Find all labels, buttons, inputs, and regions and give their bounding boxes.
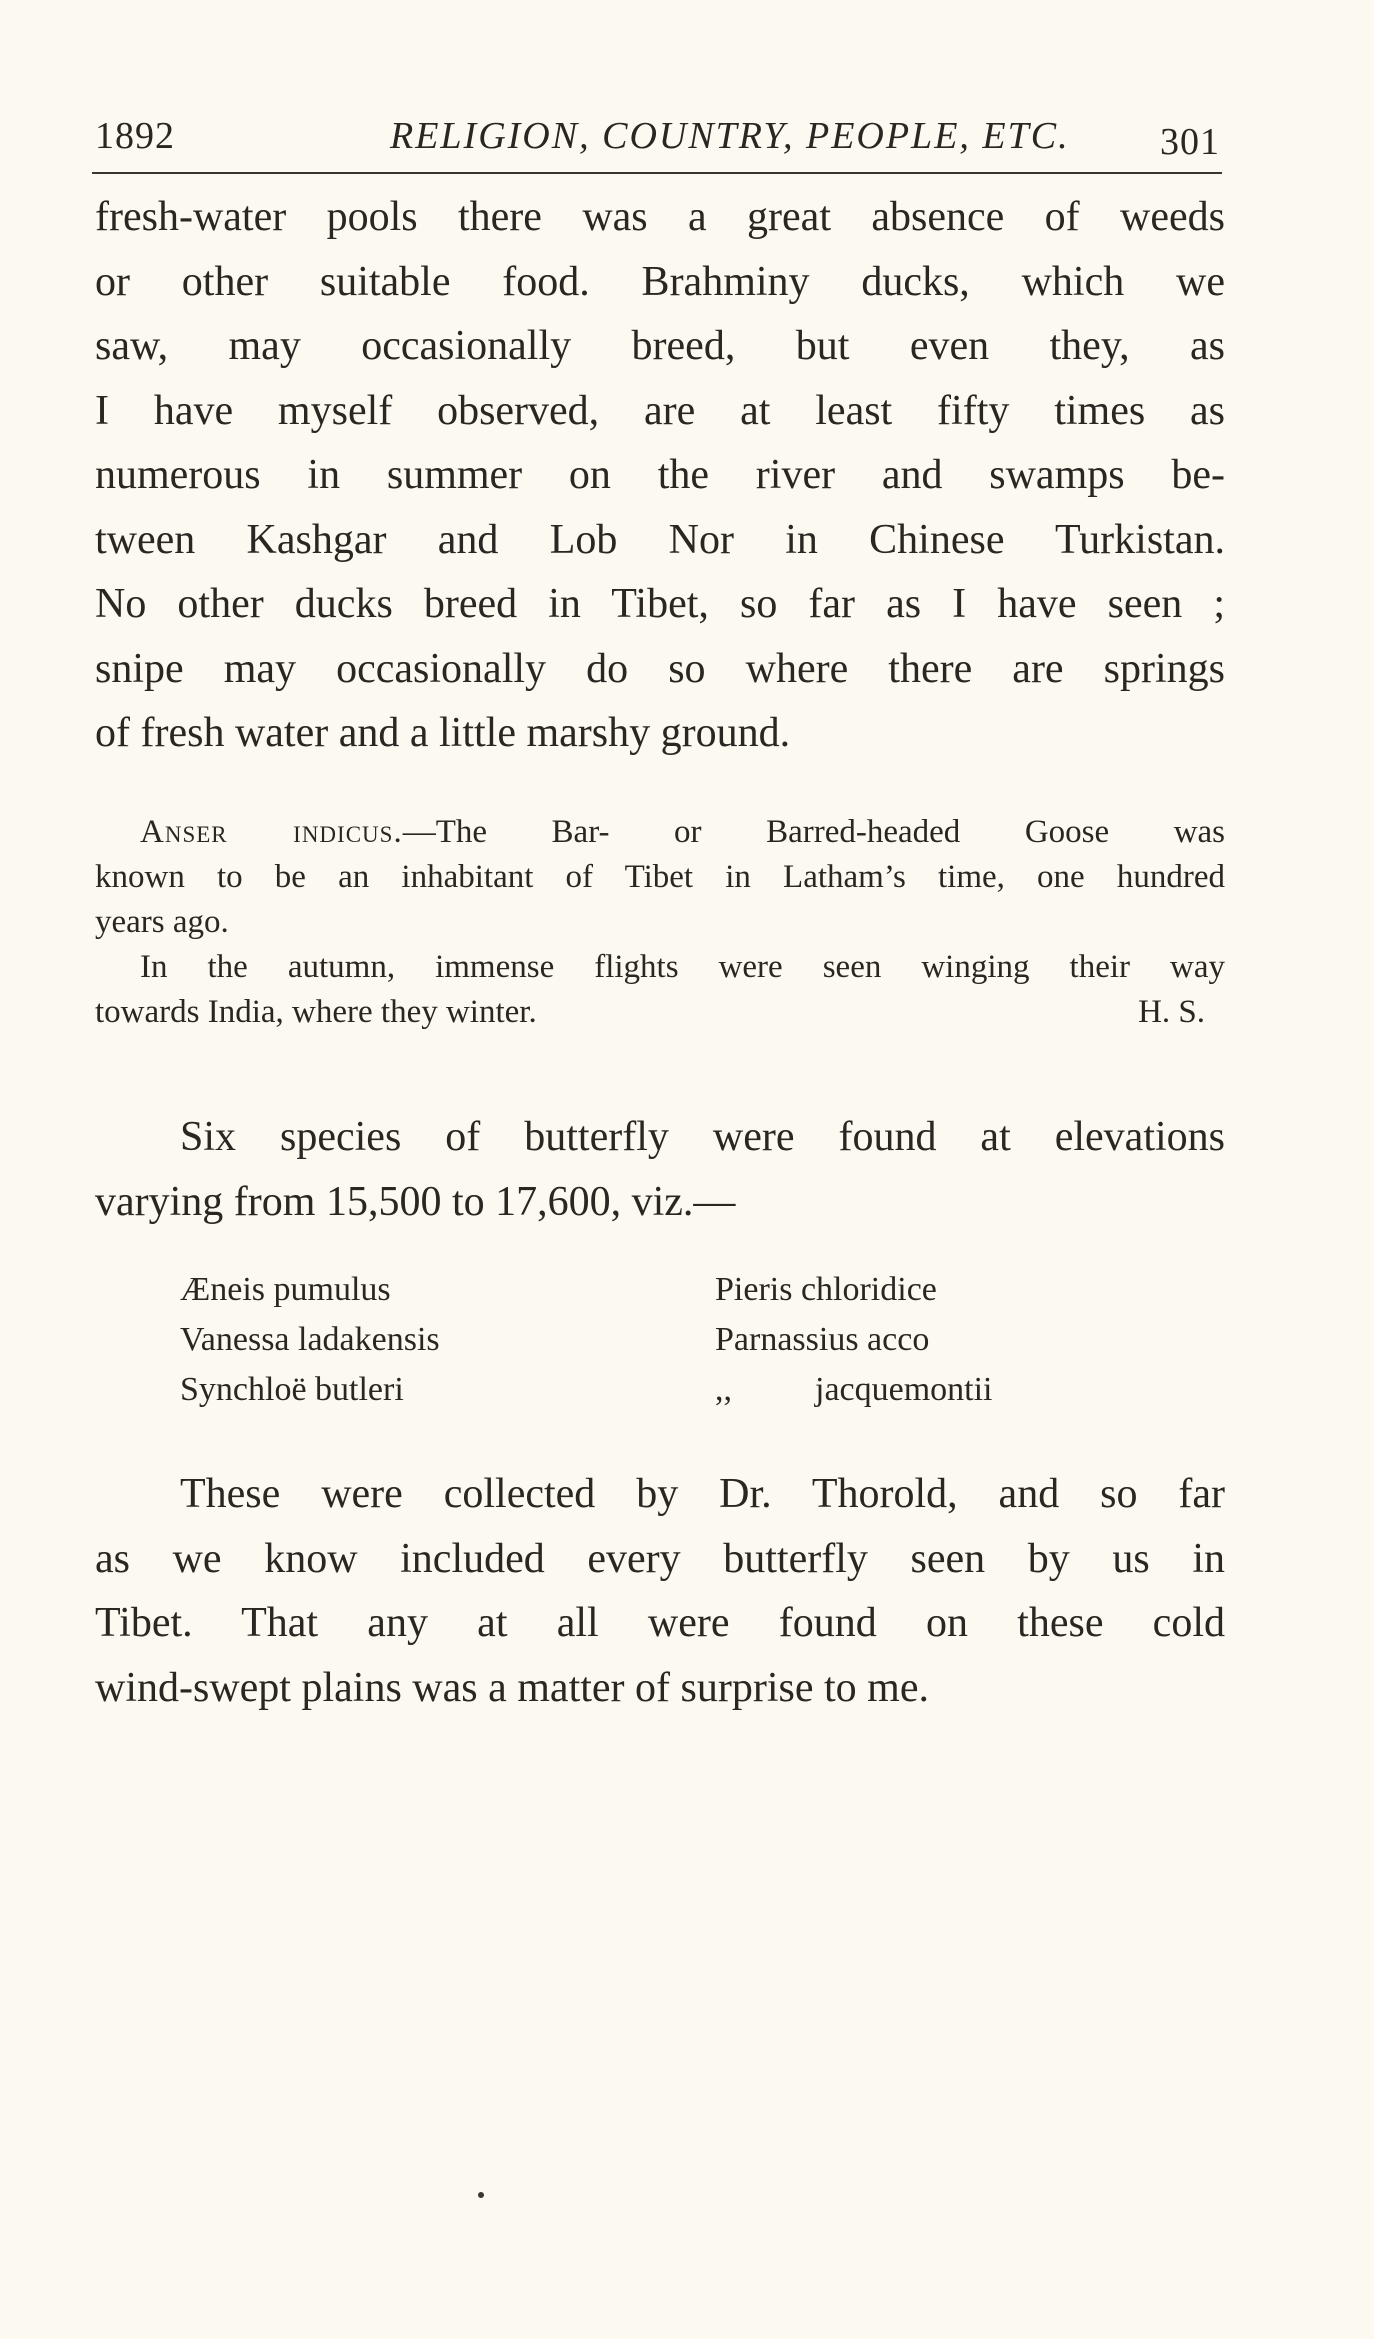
page-number: 301 [1160, 121, 1220, 163]
text-line: of fresh water and a little marshy ground. [95, 710, 791, 756]
text-line: as we know included every butterfly seen by us in [95, 1535, 1225, 1582]
paragraph-collection [95, 1462, 1225, 1720]
species-name: Vanessa ladakensis [180, 1321, 440, 1358]
text-line: or other suitable food. Brahminy ducks, which we [95, 258, 1225, 305]
text-line: Tibet. That any at all were found on these cold [95, 1600, 1225, 1646]
paragraph-ducks [95, 185, 1225, 766]
note-line-rest: —The Bar- or Barred-headed Goose was [402, 814, 1226, 850]
text-line: These were collected by Dr. Thorold, and so far [180, 1471, 1225, 1517]
text-line: snipe may occasionally do so where there are springs [95, 645, 1225, 692]
header-rule [92, 172, 1222, 174]
note-line [95, 810, 1225, 855]
species-column-right [715, 1265, 993, 1415]
text-line: tween Kashgar and Lob Nor in Chinese Turkistan. [95, 516, 1225, 563]
paragraph-butterflies-intro [95, 1105, 1225, 1234]
species-name: Parnassius acco [715, 1321, 930, 1358]
header-title: RELIGION, COUNTRY, PEOPLE, ETC. [390, 115, 1070, 157]
note-anser-indicus [95, 810, 1225, 1035]
text-line: saw, may occasionally breed, but even they, as [95, 323, 1225, 369]
note-heading: Anser indicus. [140, 814, 403, 850]
text-line: varying from 15,500 to 17,600, viz.— [95, 1178, 736, 1225]
species-name-epithet: jacquemontii [815, 1371, 993, 1408]
text-line: No other ducks breed in Tibet, so far as I have seen ; [95, 581, 1225, 627]
note-line: In the autumn, immense flights were seen winging their way [140, 949, 1225, 985]
species-column-left [180, 1265, 440, 1415]
header-year: 1892 [95, 115, 175, 157]
species-name: Synchloë butleri [180, 1371, 404, 1408]
ditto-mark: ,, [715, 1371, 732, 1408]
note-line [95, 990, 1225, 1035]
note-signature: H. S. [1138, 994, 1205, 1030]
page-speck [478, 2192, 484, 2198]
text-line: numerous in summer on the river and swamps be- [95, 452, 1225, 498]
running-head [95, 108, 1220, 168]
note-line: years ago. [95, 904, 229, 940]
text-line: Six species of butterfly were found at elevations [180, 1114, 1225, 1160]
note-line: known to be an inhabitant of Tibet in Latham’s time, one hundred [95, 859, 1225, 895]
note-line-text: towards India, where they winter. [95, 994, 537, 1030]
text-line: fresh-water pools there was a great absence of weeds [95, 194, 1225, 240]
species-name: Æneis pumulus [180, 1271, 391, 1308]
species-name [715, 1365, 993, 1415]
text-line: I have myself observed, are at least fifty times as [95, 387, 1225, 434]
text-line: wind-swept plains was a matter of surprise to me. [95, 1664, 929, 1711]
species-name: Pieris chloridice [715, 1271, 937, 1308]
